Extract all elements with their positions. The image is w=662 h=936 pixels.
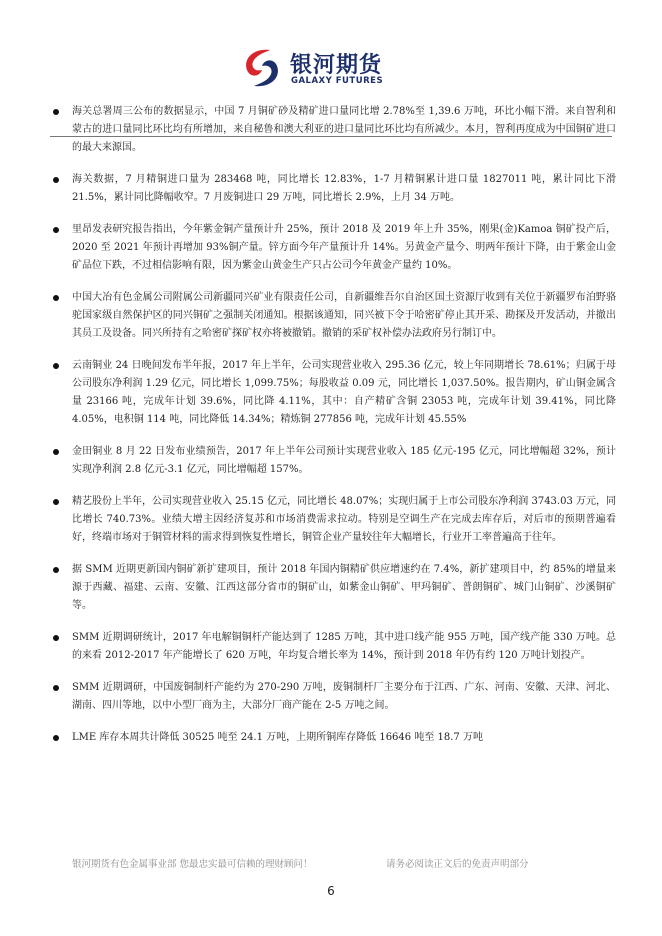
list-item [50, 629, 616, 665]
list-item [50, 443, 616, 479]
footer-disclaimer-note: 请务必阅读正文后的免责声明部分 [386, 859, 529, 870]
footer-slogan: 银河期货有色金属事业部 您最忠实最可信赖的理财顾问！ [72, 859, 313, 870]
item-text: 据 SMM 近期更新国内铜矿新扩建项目，预计 2018 年国内铜精矿供应增速约在 7.4%，新扩建项目中，约 85%的增量来源于西藏、福建、云南、安徽、江西这部分省市的铜矿山，如紫金山铜矿、甲玛铜矿、普朗铜矿、城门山铜矿、沙溪铜矿等。 [72, 564, 616, 611]
list-item [50, 357, 616, 429]
company-logo [240, 44, 440, 94]
item-text: 海关数据，7 月精铜进口量为 283468 吨，同比增长 12.83%，1-7 月精铜累计进口量 1827011 吨，累计同比下滑 21.5%，累计同比降幅收窄。7 月废铜进口 29 万吨，同比增长 2.9%，上月 34 万吨。 [72, 174, 616, 203]
item-text: 云南铜业 24 日晚间发布半年报，2017 年上半年，公司实现营业收入 295.36 亿元，较上年同期增长 78.61%；归属于母公司股东净利润 1.29 亿元，同比增长 1,099.75%；每股收益 0.09 元，同比增长 1,037.50%。报告期内，矿山铜金属含量 23166 吨，完成年计划 39.6%，同比降 4.11%，其中：自产精矿含铜 23053 吨，完成年计划 39.41%，同比降 4.05%，电积铜 114 吨，同比降低 14.34%；精炼铜 277856 吨，完成年计划 45.55% [72, 360, 616, 425]
bullet-icon [53, 295, 59, 301]
list-item [50, 729, 616, 747]
list-item [50, 103, 616, 157]
list-item [50, 561, 616, 615]
logo-english-name: GALAXY FUTURES [291, 76, 384, 86]
item-text: SMM 近期调研统计，2017 年电解铜铜杆产能达到了 1285 万吨，其中进口线产能 955 万吨，国产线产能 330 万吨。总的来看 2012-2017 年产能增长了 620 万吨，年均复合增长率为 14%，预计到 2018 年仍有约 120 万吨计划投产。 [72, 632, 616, 661]
logo-chinese-name: 银河期货 [290, 53, 383, 78]
bullet-icon [53, 177, 59, 183]
news-list [50, 103, 616, 761]
page-header [0, 44, 662, 100]
galaxy-logo-icon [240, 46, 284, 90]
bullet-icon [53, 685, 59, 691]
bullet-icon [53, 227, 59, 233]
bullet-icon [53, 109, 59, 115]
item-text: SMM 近期调研，中国废铜制杆产能约为 270-290 万吨，废铜制杆厂主要分布于江西、广东、河南、安徽、天津、河北、湖南、四川等地，以中小型厂商为主，大部分厂商产能在 2-5 万吨之间。 [72, 682, 616, 711]
bullet-icon [53, 449, 59, 455]
bullet-icon [53, 735, 59, 741]
list-item [50, 221, 616, 275]
item-text: 精艺股份上半年，公司实现营业收入 25.15 亿元，同比增长 48.07%；实现归属于上市公司股东净利润 3743.03 万元，同比增长 740.73%。业绩大增主因经济复苏和市场消费需求拉动。特别是空调生产在完成去库存后，对后市的预期普遍看好，终端市场对于铜管材料的需求得到恢复性增长，铜管企业产量较往年大幅增长，行业开工率普遍高于往年。 [72, 496, 617, 543]
page-number: 6 [327, 884, 335, 898]
item-text: LME 库存本周共计降低 30525 吨至 24.1 万吨，上期所铜库存降低 16646 吨至 18.7 万吨 [72, 732, 483, 743]
item-text: 中国大冶有色金属公司附属公司新疆同兴矿业有限责任公司，自新疆维吾尔自治区国土资源厅收到有关位于新疆罗布泊野骆驼国家级自然保护区的同兴铜矿之强制关闭通知。根据该通知，同兴被下令于哈密矿停止其开采、勘探及开发活动，并撤出其员工及设备。同兴所持有之哈密矿探矿权亦将被撤销。撤销的采矿权补偿办法政府另行制订中。 [72, 292, 616, 339]
item-text: 里昂发表研究报告指出，今年紫金铜产量预计升 25%，预计 2018 及 2019 年上升 35%，刚果(金)Kamoa 铜矿投产后，2020 至 2021 年预计再增加 93%铜产量。锌方面今年产量预计升 14%。另黄金产量今、明两年预计下降，由于紫金山金矿品位下跌，不过相信影响有限，因为紫金山黄金生产只占公司今年黄金产量约 10%。 [72, 224, 616, 271]
bullet-icon [53, 567, 59, 573]
bullet-icon [53, 363, 59, 369]
item-text: 金田铜业 8 月 22 日发布业绩预告，2017 年上半年公司预计实现营业收入 185 亿元-195 亿元，同比增幅超 32%，预计实现净利润 2.8 亿元-3.1 亿元，同比增幅超 157%。 [72, 446, 616, 475]
list-item [50, 289, 616, 343]
list-item [50, 171, 616, 207]
item-text: 海关总署周三公布的数据显示，中国 7 月铜矿砂及精矿进口量同比增 2.78%至 1,39.6 万吨，环比小幅下滑。来自智利和蒙古的进口量同比环比均有所增加，来自秘鲁和澳大利亚的进口量同比环比均有所减少。本月，智利再度成为中国铜矿进口的最大来源国。 [72, 106, 616, 153]
bullet-icon [53, 499, 59, 505]
list-item [50, 679, 616, 715]
bullet-icon [53, 635, 59, 641]
list-item [50, 493, 616, 547]
